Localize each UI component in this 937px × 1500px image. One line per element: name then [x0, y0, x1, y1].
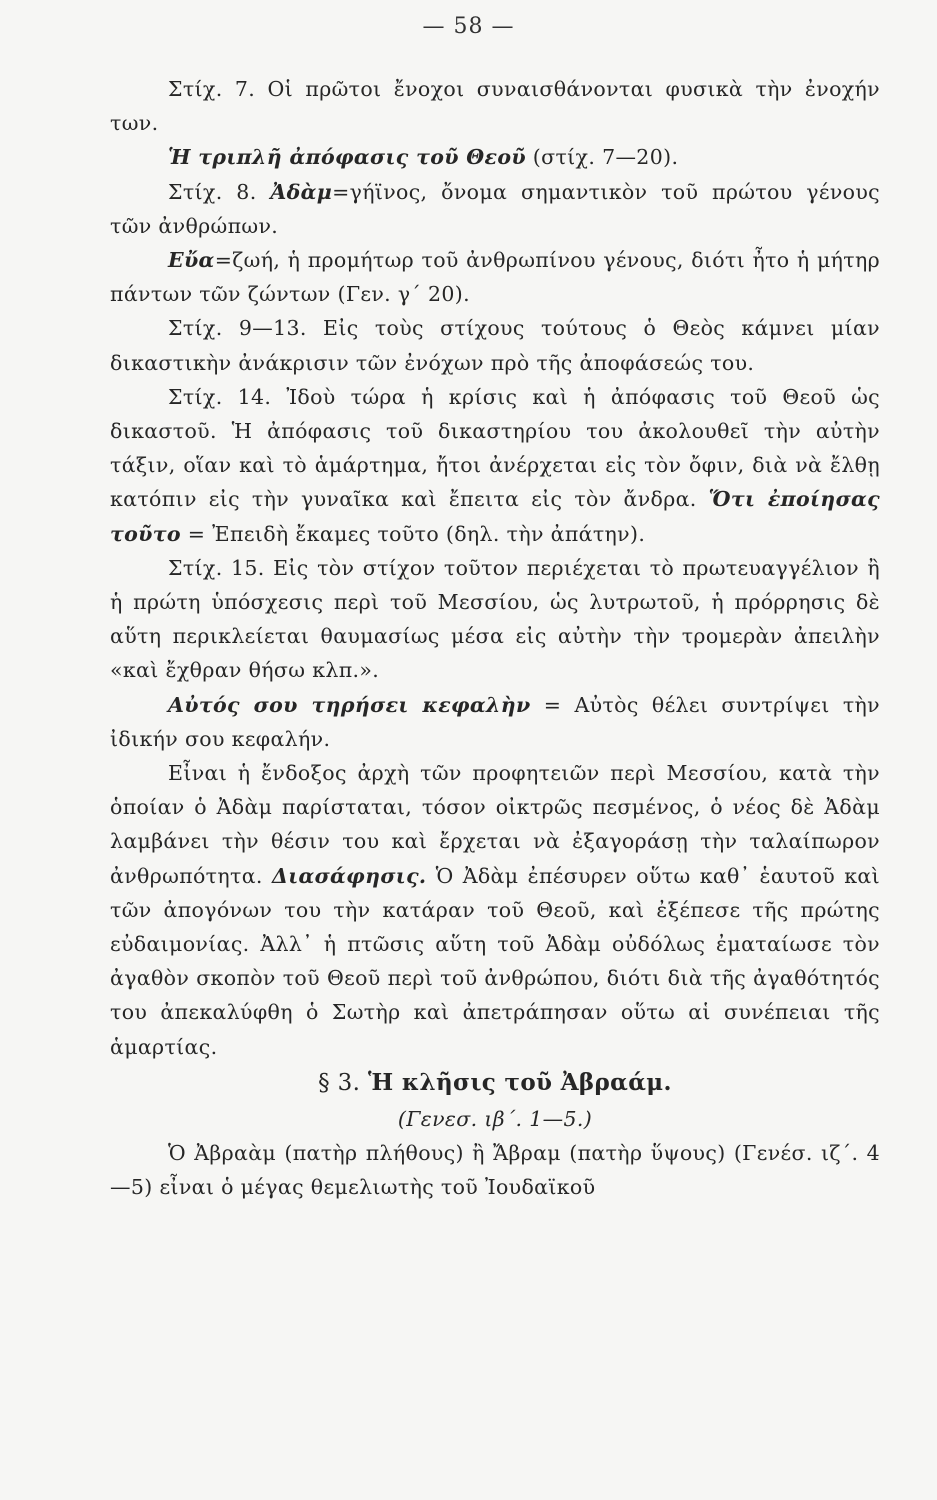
autos-sou-definition: = Αὐτὸς θέλει συντρίψει τὴν ἰδικήν σου κεφαλήν.	[110, 692, 880, 751]
diasafisis-text: Ὁ Ἀδὰμ ἐπέσυρεν οὕτω καθ᾿ ἑαυτοῦ καὶ τῶν ἀπογόνων του τὴν κατάραν τοῦ Θεοῦ, καὶ ἐξέπεσε τῆς πρώτης εὐδαιμονίας. Ἀλλ᾿ ἡ πτῶσις αὕτη τοῦ Ἀδὰμ οὐδόλως ἐματαίωσε τὸν ἀγαθὸν σκοπὸν τοῦ Θεοῦ περὶ τοῦ ἀνθρώπου, διότι διὰ τῆς ἀγαθότητός του ἀπεκαλύφθη ὁ Σωτὴρ καὶ ἀπετράπησαν οὕτω αἱ συνέπειαι τῆς ἁμαρτίας.	[110, 863, 880, 1059]
eve-definition: =ζωή, ἡ προμήτωρ τοῦ ἀνθρωπίνου γένους, διότι ἦτο ἡ μήτηρ πάντων τῶν ζώντων (Γεν. γ΄ 20).	[110, 248, 880, 307]
adam-definition: =γήϊνος, ὄνομα σημαντικὸν τοῦ πρώτου γένους τῶν ἀνθρώπων.	[110, 179, 880, 238]
paragraph-prophecy	[110, 756, 880, 1064]
paragraph-verse-14	[110, 380, 880, 551]
section-number: § 3.	[318, 1069, 368, 1096]
page-number: — 58 —	[422, 14, 515, 39]
paragraph-autos-sou	[110, 688, 880, 756]
paragraph-eve	[110, 243, 880, 311]
term-autos-sou: Αὐτός σου τηρήσει κεφαλὴν	[168, 692, 531, 717]
paragraph-verse-15: Στίχ. 15. Εἰς τὸν στίχον τοῦτον περιέχεται τὸ πρωτευαγγέλιον ἢ ἡ πρώτη ὑπόσχεσις περὶ τοῦ Μεσσίου, ὡς λυτρωτοῦ, ἡ πρόρρησις δὲ αὕτη περικλείεται θαυμασίως μέσα εἰς αὐτὴν τὴν τρομερὰν ἀπειλὴν «καὶ ἔχθραν θήσω κλπ.».	[110, 555, 880, 683]
heading-triple-judgement: Ἡ τριπλῆ ἀπόφασις τοῦ Θεοῦ	[168, 145, 526, 170]
paragraph-verse-9-13: Στίχ. 9—13. Εἰς τοὺς στίχους τούτους ὁ Θεὸς κάμνει μίαν δικαστικὴν ἀνάκρισιν τῶν ἐνόχων πρὸ τῆς ἀποφάσεώς του.	[110, 316, 880, 375]
prophecy-text: Εἶναι ἡ ἔνδοξος ἀρχὴ τῶν προφητειῶν περὶ Μεσσίου, κατὰ τὴν ὁποίαν ὁ Ἀδὰμ παρίσταται, τόσον οἰκτρῶς πεσμένος, ὁ νέος δὲ Ἀδὰμ λαμβάνει τὴν θέσιν του καὶ ἔρχεται νὰ ἐξαγοράσῃ τὴν ταλαίπωρον ἀνθρωπότητα.	[110, 761, 880, 888]
section-reference: (Γενεσ. ιβ΄. 1—5.)	[397, 1106, 593, 1131]
paragraph-triple-judgement	[110, 140, 880, 174]
paragraph-verse-7: Στίχ. 7. Οἱ πρῶτοι ἔνοχοι συναισθάνονται φυσικὰ τὴν ἐνοχήν των.	[110, 77, 880, 136]
term-oti-epoiesas: Ὅτι ἐποίησας τοῦτο	[110, 487, 880, 546]
section-heading	[110, 1064, 880, 1102]
paragraph-abraham: Ὁ Ἀβραὰμ (πατὴρ πλήθους) ἢ Ἄβραμ (πατὴρ ὕψους) (Γενέσ. ιζ΄. 4—5) εἶναι ὁ μέγας θεμελιωτὴς τοῦ Ἰουδαϊκοῦ	[110, 1141, 880, 1200]
verse-range: (στίχ. 7—20).	[525, 145, 679, 170]
section-title: Ἡ κλῆσις τοῦ Ἀβραάμ.	[368, 1068, 672, 1096]
verse-14-text: Στίχ. 14. Ἰδοὺ τώρα ἡ κρίσις καὶ ἡ ἀπόφασις τοῦ Θεοῦ ὡς δικαστοῦ. Ἡ ἀπόφασις τοῦ δικαστηρίου του ἀκολουθεῖ τὴν αὐτὴν τάξιν, οἵαν καὶ τὸ ἁμάρτημα, ἤτοι ἀνέρχεται εἰς τὸν ὄφιν, διὰ νὰ ἔλθῃ κατόπιν εἰς τὴν γυναῖκα καὶ ἔπειτα εἰς τὸν ἄνδρα.	[110, 384, 880, 512]
paragraph-verse-8	[110, 175, 880, 243]
term-adam: Ἀδὰμ	[270, 179, 333, 204]
oti-epoiesas-definition: = Ἐπειδὴ ἔκαμες τοῦτο (δηλ. τὴν ἀπάτην).	[180, 521, 646, 546]
verse-8-label: Στίχ. 8.	[168, 179, 271, 204]
term-eve: Εὔα	[168, 248, 215, 273]
term-diasafisis: Διασάφησις.	[271, 863, 427, 888]
body-text	[110, 72, 880, 1205]
